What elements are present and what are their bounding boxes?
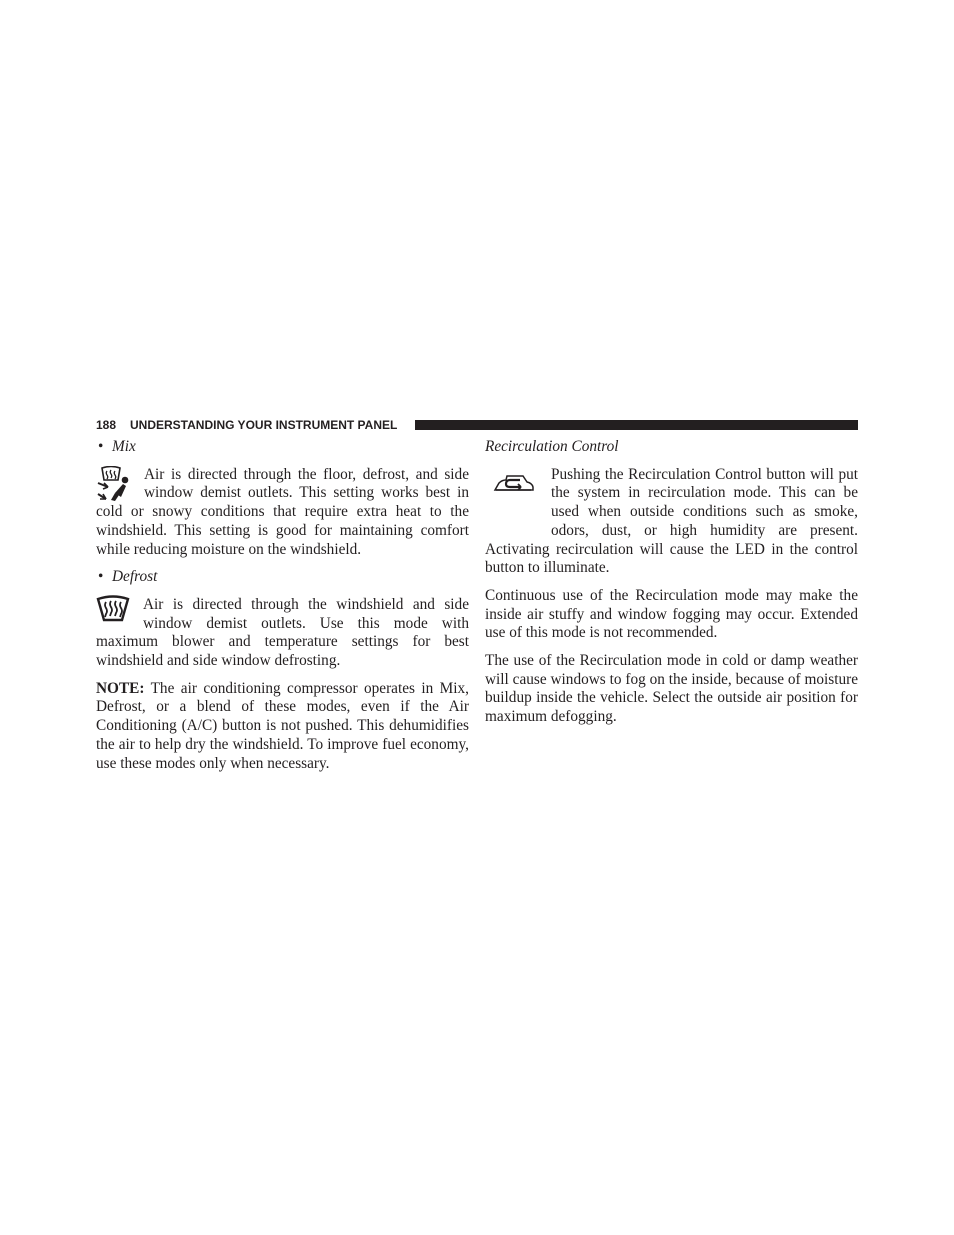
defrost-paragraph — [96, 596, 469, 671]
recirculation-paragraph-3: The use of the Recirculation mode in cold or damp weather will cause windows to fog on the inside, because of moisture buildup inside the vehicle. Select the outside air position for maximum defogging. — [485, 652, 858, 726]
recirculation-icon — [485, 466, 535, 526]
right-column — [485, 438, 858, 727]
recirculation-text-1: Pushing the Recirculation Control button will put the system in recirculation mode. This can be used when outside conditions such as smoke, odors, dust, or high humidity are present. Activating recirculation will cause the LED in the control button to illuminate. — [485, 465, 858, 577]
mix-description: Air is directed through the floor, defrost, and side window demist outlets. This setting works best in cold or snowy conditions that require extra heat to the windshield. This setting is good for maintaining comfort while reducing moisture on the windshield. — [96, 465, 469, 558]
recirculation-paragraph-2: Continuous use of the Recirculation mode may make the inside air stuffy and window fogging may occur. Extended use of this mode is not recommended. — [485, 586, 858, 642]
page-header — [96, 417, 858, 433]
recirculation-paragraph-1 — [485, 466, 858, 578]
defrost-description: Air is directed through the windshield and side window demist outlets. Use this mode with maximum blower and temperature settings for best windshield and side window defrosting. — [96, 595, 469, 670]
bullet-dot: • — [98, 568, 104, 586]
page-number: 188 — [96, 418, 117, 432]
defrost-bullet — [96, 568, 469, 587]
note-paragraph — [96, 680, 469, 774]
mix-bullet — [96, 438, 469, 457]
note-text: The air conditioning compressor operates in Mix, Defrost, or a blend of these modes, even if the Air Conditioning (A/C) button is not pushed. This dehumidifies the air to help dry the windshield. To improve fuel economy, use these modes only when necessary. — [96, 679, 469, 772]
mix-mode-icon — [96, 466, 132, 502]
mix-label: Mix — [112, 438, 136, 455]
note-label: NOTE: — [96, 679, 145, 697]
section-title: UNDERSTANDING YOUR INSTRUMENT PANEL — [130, 418, 398, 432]
left-column — [96, 438, 469, 773]
recirculation-heading: Recirculation Control — [485, 438, 619, 455]
bullet-dot: • — [98, 438, 104, 455]
defrost-mode-icon — [96, 595, 130, 623]
header-rule — [415, 420, 858, 430]
defrost-label: Defrost — [112, 568, 158, 586]
mix-paragraph — [96, 466, 469, 560]
